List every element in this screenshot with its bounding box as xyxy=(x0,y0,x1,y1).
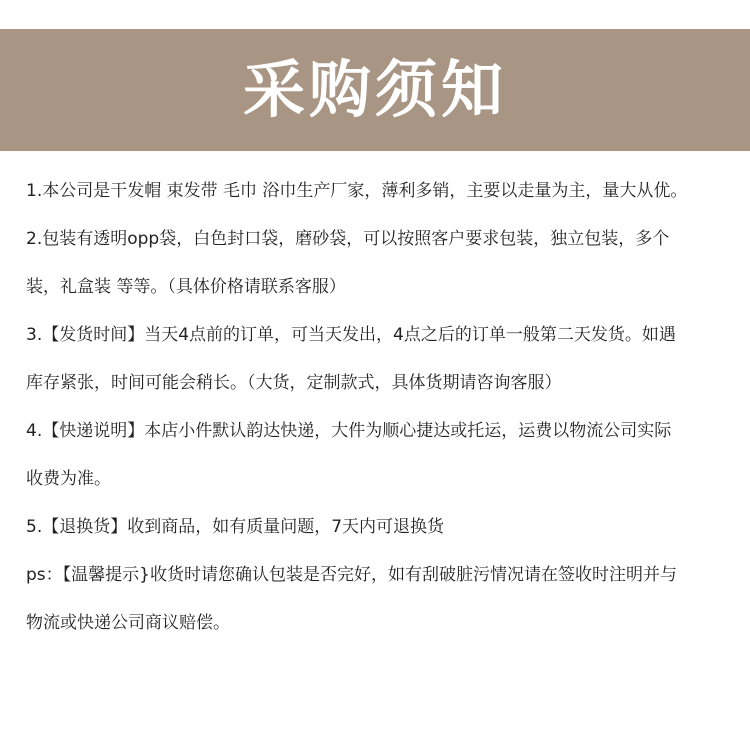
notice-line-4: 3.【发货时间】当天4点前的订单，可当天发出，4点之后的订单一般第二天发货。如遇 xyxy=(26,325,676,345)
notice-body xyxy=(26,173,736,653)
notice-line-10: 物流或快递公司商议赔偿。 xyxy=(26,613,230,633)
notice-line-2: 2.包装有透明opp袋，白色封口袋，磨砂袋，可以按照客户要求包装，独立包装，多个 xyxy=(26,229,670,249)
notice-line-8: 5.【退换货】收到商品，如有质量问题，7天内可退换货 xyxy=(26,517,445,537)
page-title: 采购须知 xyxy=(242,53,507,126)
notice-line-3: 装，礼盒装 等等。（具体价格请联系客服） xyxy=(26,277,346,297)
notice-line-9: ps：【温馨提示}收货时请您确认包装是否完好，如有刮破脏污情况请在签收时注明并与 xyxy=(26,565,677,585)
header-band xyxy=(0,29,750,151)
notice-line-6: 4.【快递说明】本店小件默认韵达快递，大件为顺心捷达或托运，运费以物流公司实际 xyxy=(26,421,672,441)
notice-line-1: 1.本公司是干发帽 束发带 毛巾 浴巾生产厂家，薄利多销，主要以走量为主，量大从优。 xyxy=(26,181,688,201)
notice-line-5: 库存紧张，时间可能会稍长。（大货，定制款式，具体货期请咨询客服） xyxy=(26,373,562,393)
notice-line-7: 收费为准。 xyxy=(26,469,111,489)
